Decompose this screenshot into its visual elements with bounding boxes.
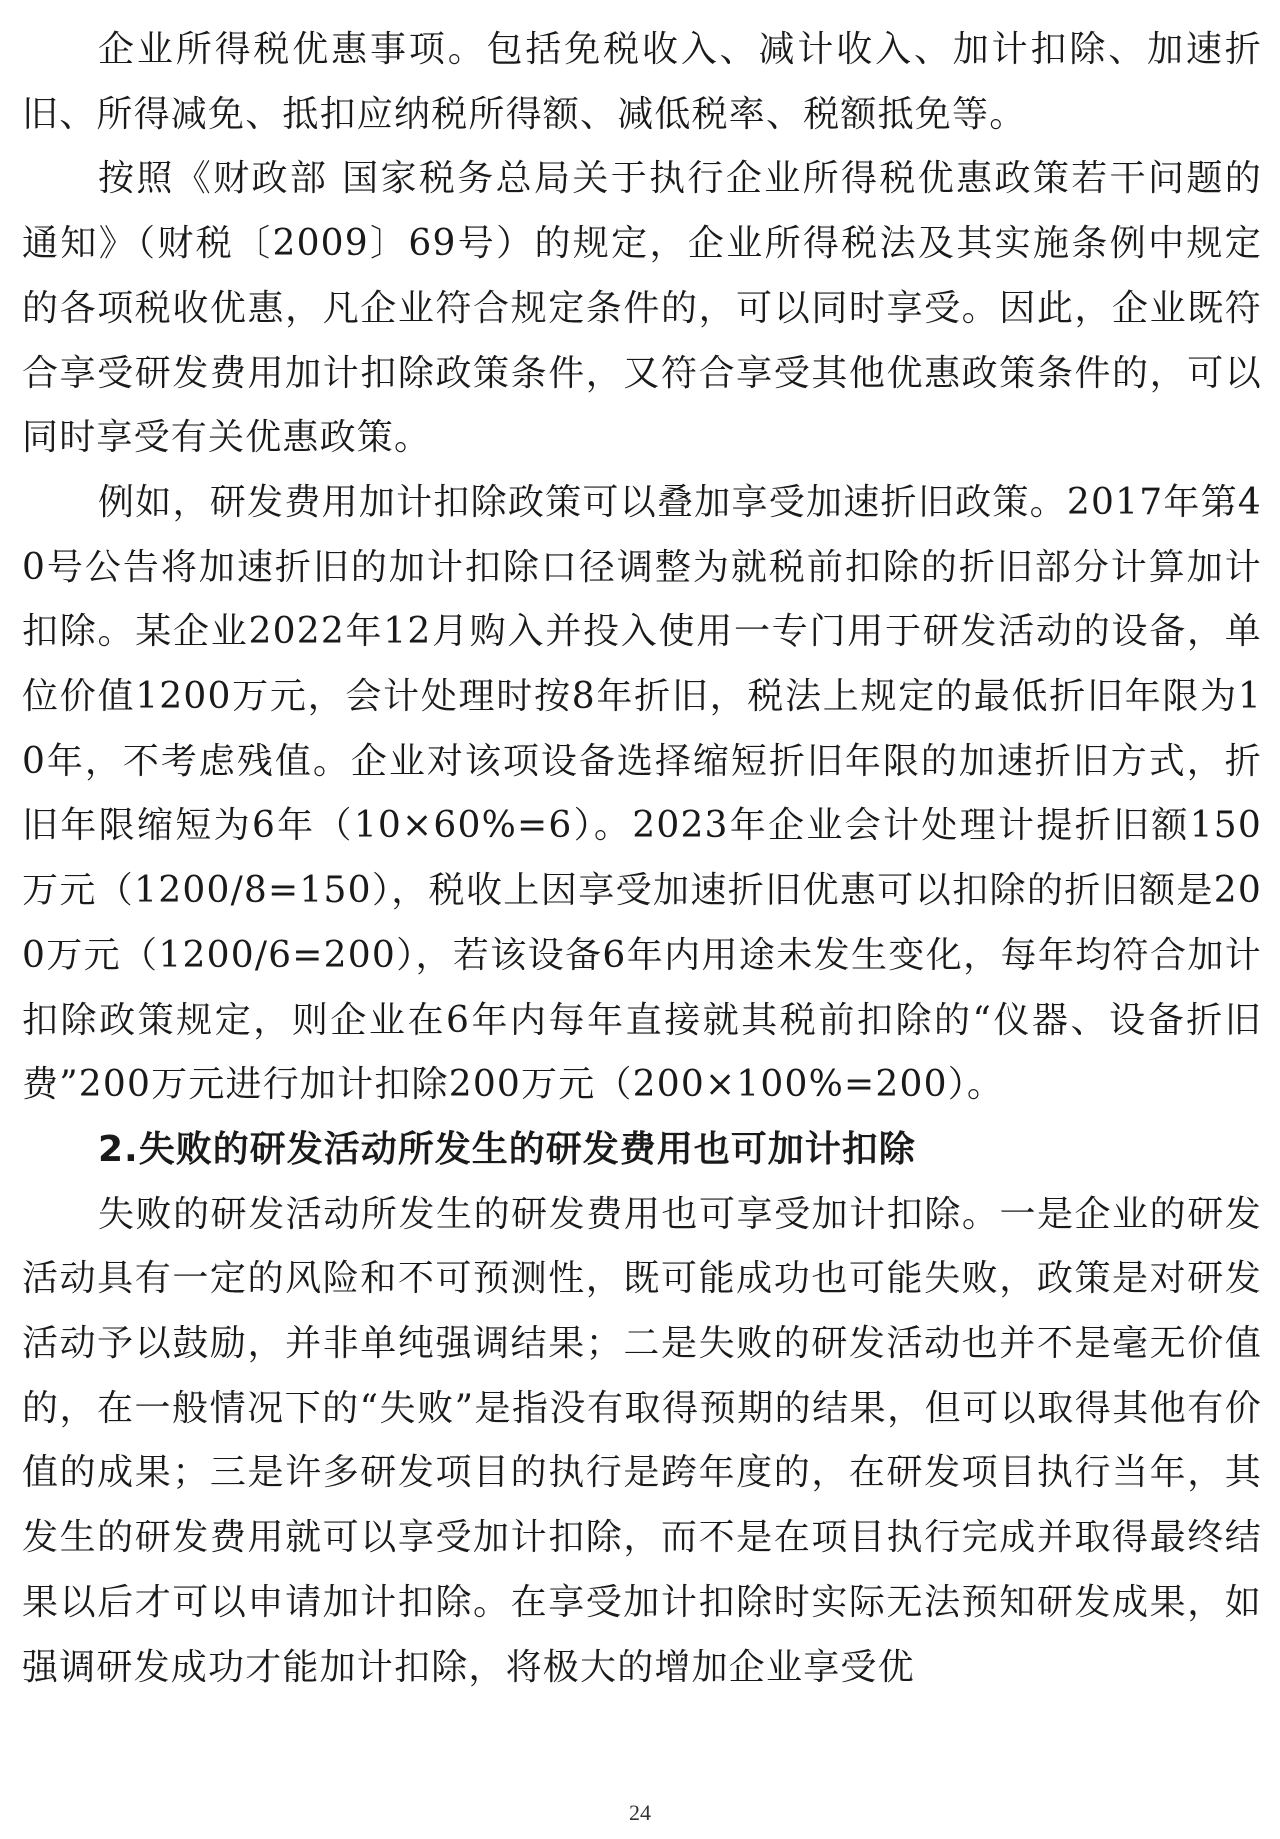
page-number: 24: [629, 1800, 651, 1825]
section-heading: 2.失败的研发活动所发生的研发费用也可加计扣除: [98, 1128, 916, 1170]
paragraph-depreciation-example: 例如，研发费用加计扣除政策可以叠加享受加速折旧政策。2017年第40号公告将加速折旧的加计扣除口径调整为就税前扣除的折旧部分计算加计扣除。某企业2022年12月购入并投入使用一专门用于研发活动的设备，单位价值1200万元，会计处理时按8年折旧，税法上规定的最低折旧年限为10年，不考虑残值。企业对该项设备选择缩短折旧年限的加速折旧方式，折旧年限缩短为6年（10×60%=6）。2023年企业会计处理计提折旧额150万元（1200/8=150），税收上因享受加速折旧优惠可以扣除的折旧额是200万元（1200/6=200），若该设备6年内用途未发生变化，每年均符合加计扣除政策规定，则企业在6年内每年直接就其税前扣除的“仪器、设备折旧费”200万元进行加计扣除200万元（200×100%=200）。: [22, 481, 1262, 1106]
document-body: [22, 18, 1262, 1700]
paragraph-policy-notice: 按照《财政部 国家税务总局关于执行企业所得税优惠政策若干问题的通知》（财税〔2009〕69号）的规定，企业所得税法及其实施条例中规定的各项税收优惠，凡企业符合规定条件的，可以同时享受。因此，企业既符合享受研发费用加计扣除政策条件，又符合享受其他优惠政策条件的，可以同时享受有关优惠政策。: [22, 158, 1262, 459]
paragraph-failed-rd: 失败的研发活动所发生的研发费用也可享受加计扣除。一是企业的研发活动具有一定的风险和不可预测性，既可能成功也可能失败，政策是对研发活动予以鼓励，并非单纯强调结果；二是失败的研发活动也并不是毫无价值的，在一般情况下的“失败”是指没有取得预期的结果，但可以取得其他有价值的成果；三是许多研发项目的执行是跨年度的，在研发项目执行当年，其发生的研发费用就可以享受加计扣除，而不是在项目执行完成并取得最终结果以后才可以申请加计扣除。在享受加计扣除时实际无法预知研发成果，如强调研发成功才能加计扣除，将极大的增加企业享受优: [22, 1193, 1262, 1688]
paragraph-continuation: 企业所得税优惠事项。包括免税收入、减计收入、加计扣除、加速折旧、所得减免、抵扣应纳税所得额、减低税率、税额抵免等。: [22, 29, 1262, 135]
